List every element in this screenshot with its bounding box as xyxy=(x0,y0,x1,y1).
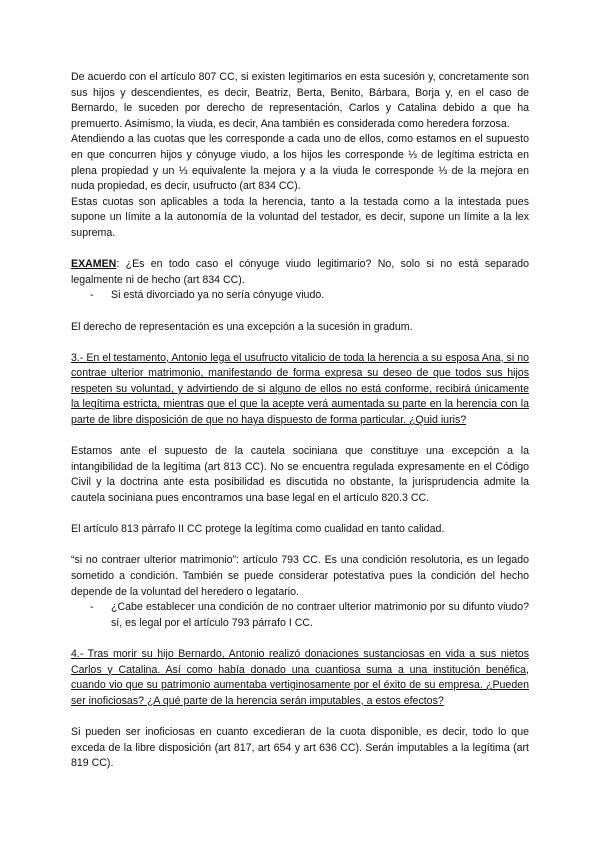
paragraph-aplicacion: Estas cuotas son aplicables a toda la herencia, tanto a la testada como a la intestada pues supone un límite a la autonomía de la voluntad del testador, es decir, supone un límite a la lex suprema. xyxy=(71,195,529,239)
bullet-dash: - xyxy=(90,289,94,302)
answer-3-bullet xyxy=(71,600,529,631)
answer-3-articulo-813: El artículo 813 párrafo II CC protege la legítima como cualidad en tanto calidad. xyxy=(71,523,445,536)
bullet-dash: - xyxy=(90,601,94,614)
answer-3-condicion: “si no contraer ulterior matrimonio”: artículo 793 CC. Es una condición resolutoria, es un legado sometido a condición. También se puede considerar potestativa pues la condición del hecho depende de la voluntad del heredero o legatario. xyxy=(71,554,529,598)
answer-3-cautela: Estamos ante el supuesto de la cautela sociniana que constituye una excepción a la intangibilidad de la legítima (art 813 CC). No se encuentra regulada expresamente en el Código Civil y la doctrina ante esta posibilidad es discutida no obstante, la jurisprudencia admite la cautela sociniana pues encontramos una base legal en el artículo 820.3 CC. xyxy=(71,445,529,505)
answer-3-bullet-text: ¿Cabe establecer una condición de no contraer ulterior matrimonio por su difunto viudo? sí, es legal por el artículo 793 párrafo I CC. xyxy=(111,601,529,629)
question-4: 4.- Tras morir su hijo Bernardo, Antonio realizó donaciones sustanciosas en vida a sus nietos Carlos y Catalina. Así como había donado una cuantiosa suma a una institución benéfica, cuando vio que su patrimonio aumentaba vertiginosamente por el éxito de su empresa. ¿Pueden ser inoficiosas? ¿A qué parte de la herencia serán imputables, a estos efectos? xyxy=(71,647,529,707)
exam-bullet xyxy=(71,288,529,304)
paragraph-legitimarios: De acuerdo con el artículo 807 CC, si existen legitimarios en esta sucesión y, concretamente son sus hijos y descendientes, es decir, Beatriz, Berta, Benito, Bárbara, Borja y, en el caso de Bernardo, le suceden por derecho de representación, Carlos y Catalina debido a que ha premuerto. Asimismo, la viuda, es decir, Ana también es considerada como heredera forzosa. xyxy=(71,71,529,130)
answer-4: Si pueden ser inoficiosas en cuanto excedieran de la cuota disponible, es decir, todo lo que exceda de la libre disposición (art 817, art 654 y art 636 CC). Serán imputables a la legítima (art 819 CC). xyxy=(71,725,529,770)
paragraph-cuotas: Atendiendo a las cuotas que les corresponde a cada uno de ellos, como estamos en el supuesto en que concurren hijos y cónyuge viudo, a los hijos les corresponde ⅓ de legítima estricta en plena propiedad y un ⅓ equivalente la mejora y a la viuda le corresponde ⅓ de la mejora en nuda propiedad, es decir, usufructo (art 834 CC). xyxy=(71,133,529,193)
document-body xyxy=(71,70,529,772)
exam-label: EXAMEN xyxy=(71,258,117,271)
question-3: 3.- En el testamento, Antonio lega el usufructo vitalicio de toda la herencia a su esposa Ana, si no contrae ulterior matrimonio, manifestando de forma expresa su deseo de que todos sus hijos respeten su voluntad, y advirtiendo de si alguno de ellos no está conforme, recibirá únicamente la legítima estricta, mientras que el que la acepte verá aumentada su parte en la herencia con la parte de libre disposición de que no haya dispuesto de forma particular. ¿Quid iuris? xyxy=(71,351,529,427)
exam-note xyxy=(71,257,529,288)
exam-text: : ¿Es en todo caso el cónyuge viudo legitimario? No, solo si no está separado legalmente ni de hecho (art 834 CC). xyxy=(71,258,529,286)
paragraph-representacion: El derecho de representación es una excepción a la sucesión in gradum. xyxy=(71,320,413,333)
exam-bullet-text: Si está divorciado ya no sería cónyuge viudo. xyxy=(111,289,325,302)
